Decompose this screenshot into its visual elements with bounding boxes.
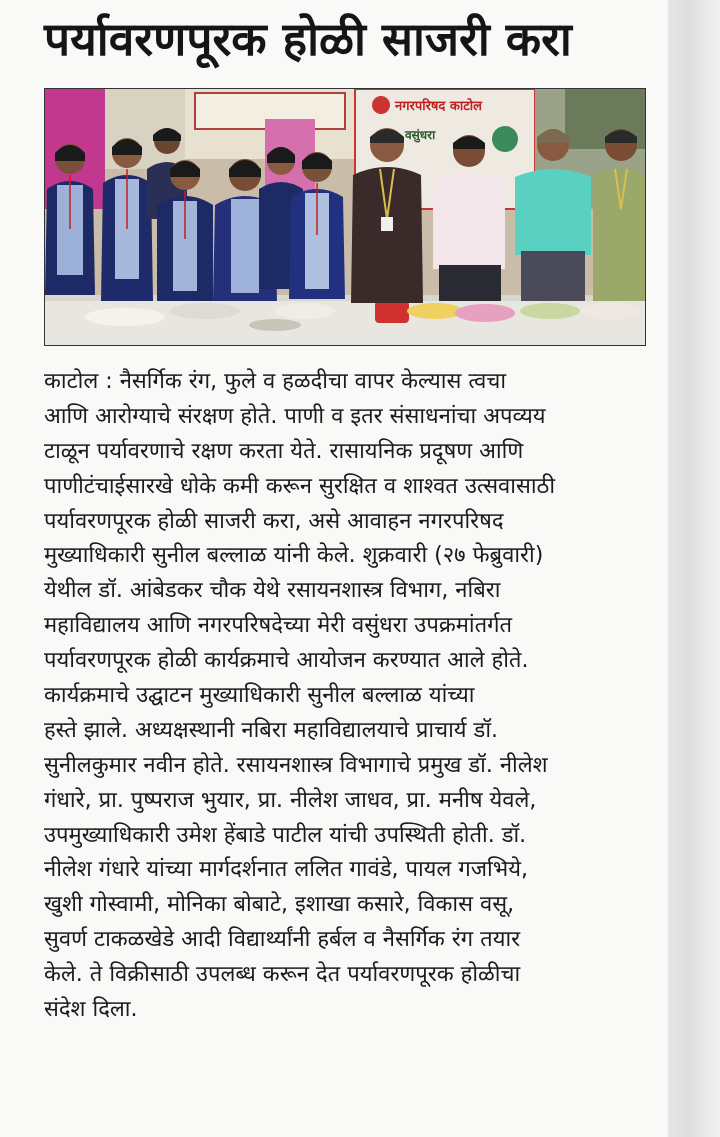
headline: पर्यावरणपूरक होळी साजरी करा <box>44 12 572 66</box>
article-line: सुनीलकुमार नवीन होते. रसायनशास्त्र विभागाचे प्रमुख डॉ. नीलेश <box>44 752 548 778</box>
article-line: महाविद्यालय आणि नगरपरिषदेच्या मेरी वसुंधरा उपक्रमांतर्गत <box>44 613 513 639</box>
article-line: टाळून पर्यावरणाचे रक्षण करता येते. रासायनिक प्रदूषण आणि <box>44 438 524 464</box>
article-line: काटोल : नैसर्गिक रंग, फुले व हळदीचा वापर केल्यास त्वचा <box>44 369 507 394</box>
article-line: संदेश दिला. <box>44 997 138 1023</box>
article-line: नीलेश गंधारे यांच्या मार्गदर्शनात ललित गावंडे, पायल गजभिये, <box>44 857 528 883</box>
article-line: केले. ते विक्रीसाठी उपलब्ध करून देत पर्यावरणपूरक होळीचा <box>44 962 521 988</box>
article-line: कार्यक्रमाचे उद्घाटन मुख्याधिकारी सुनील बल्लाळ यांच्या <box>44 683 475 709</box>
banner-subtext: वसुंधरा <box>405 128 436 142</box>
article-line: खुशी गोस्वामी, मोनिका बोबाटे, इशाखा कसारे, विकास वसू, <box>44 892 515 918</box>
article-line: पाणीटंचाईसारखे धोके कमी करून सुरक्षित व शाश्वत उत्सवासाठी <box>44 473 556 499</box>
event-photo <box>44 88 646 346</box>
article-line: पर्यावरणपूरक होळी कार्यक्रमाचे आयोजन करण्यात आले होते. <box>44 648 529 674</box>
banner-text: नगरपरिषद काटोल <box>395 99 482 114</box>
article-line: येथील डॉ. आंबेडकर चौक येथे रसायनशास्त्र विभाग, नबिरा <box>44 578 501 604</box>
article-line: आणि आरोग्याचे संरक्षण होते. पाणी व इतर संसाधनांचा अपव्यय <box>44 403 546 429</box>
article-line: गंधारे, प्रा. पुष्पराज भुयार, प्रा. नीलेश जाधव, प्रा. मनीष येवले, <box>44 787 537 813</box>
article-line: उपमुख्याधिकारी उमेश हेंबाडे पाटील यांची उपस्थिती होती. डॉ. <box>44 822 527 848</box>
article-line: सुवर्ण टाकळखेडे आदी विद्यार्थ्यांनी हर्बल व नैसर्गिक रंग तयार <box>44 927 521 953</box>
article-body <box>44 365 656 1028</box>
article-line: हस्ते झाले. अध्यक्षस्थानी नबिरा महाविद्यालयाचे प्राचार्य डॉ. <box>44 717 499 743</box>
article-line: पर्यावरणपूरक होळी साजरी करा, असे आवाहन नगरपरिषद <box>44 508 504 534</box>
page-gutter <box>668 0 720 1137</box>
article-line: मुख्याधिकारी सुनील बल्लाळ यांनी केले. शुक्रवारी (२७ फेब्रुवारी) <box>44 543 544 569</box>
